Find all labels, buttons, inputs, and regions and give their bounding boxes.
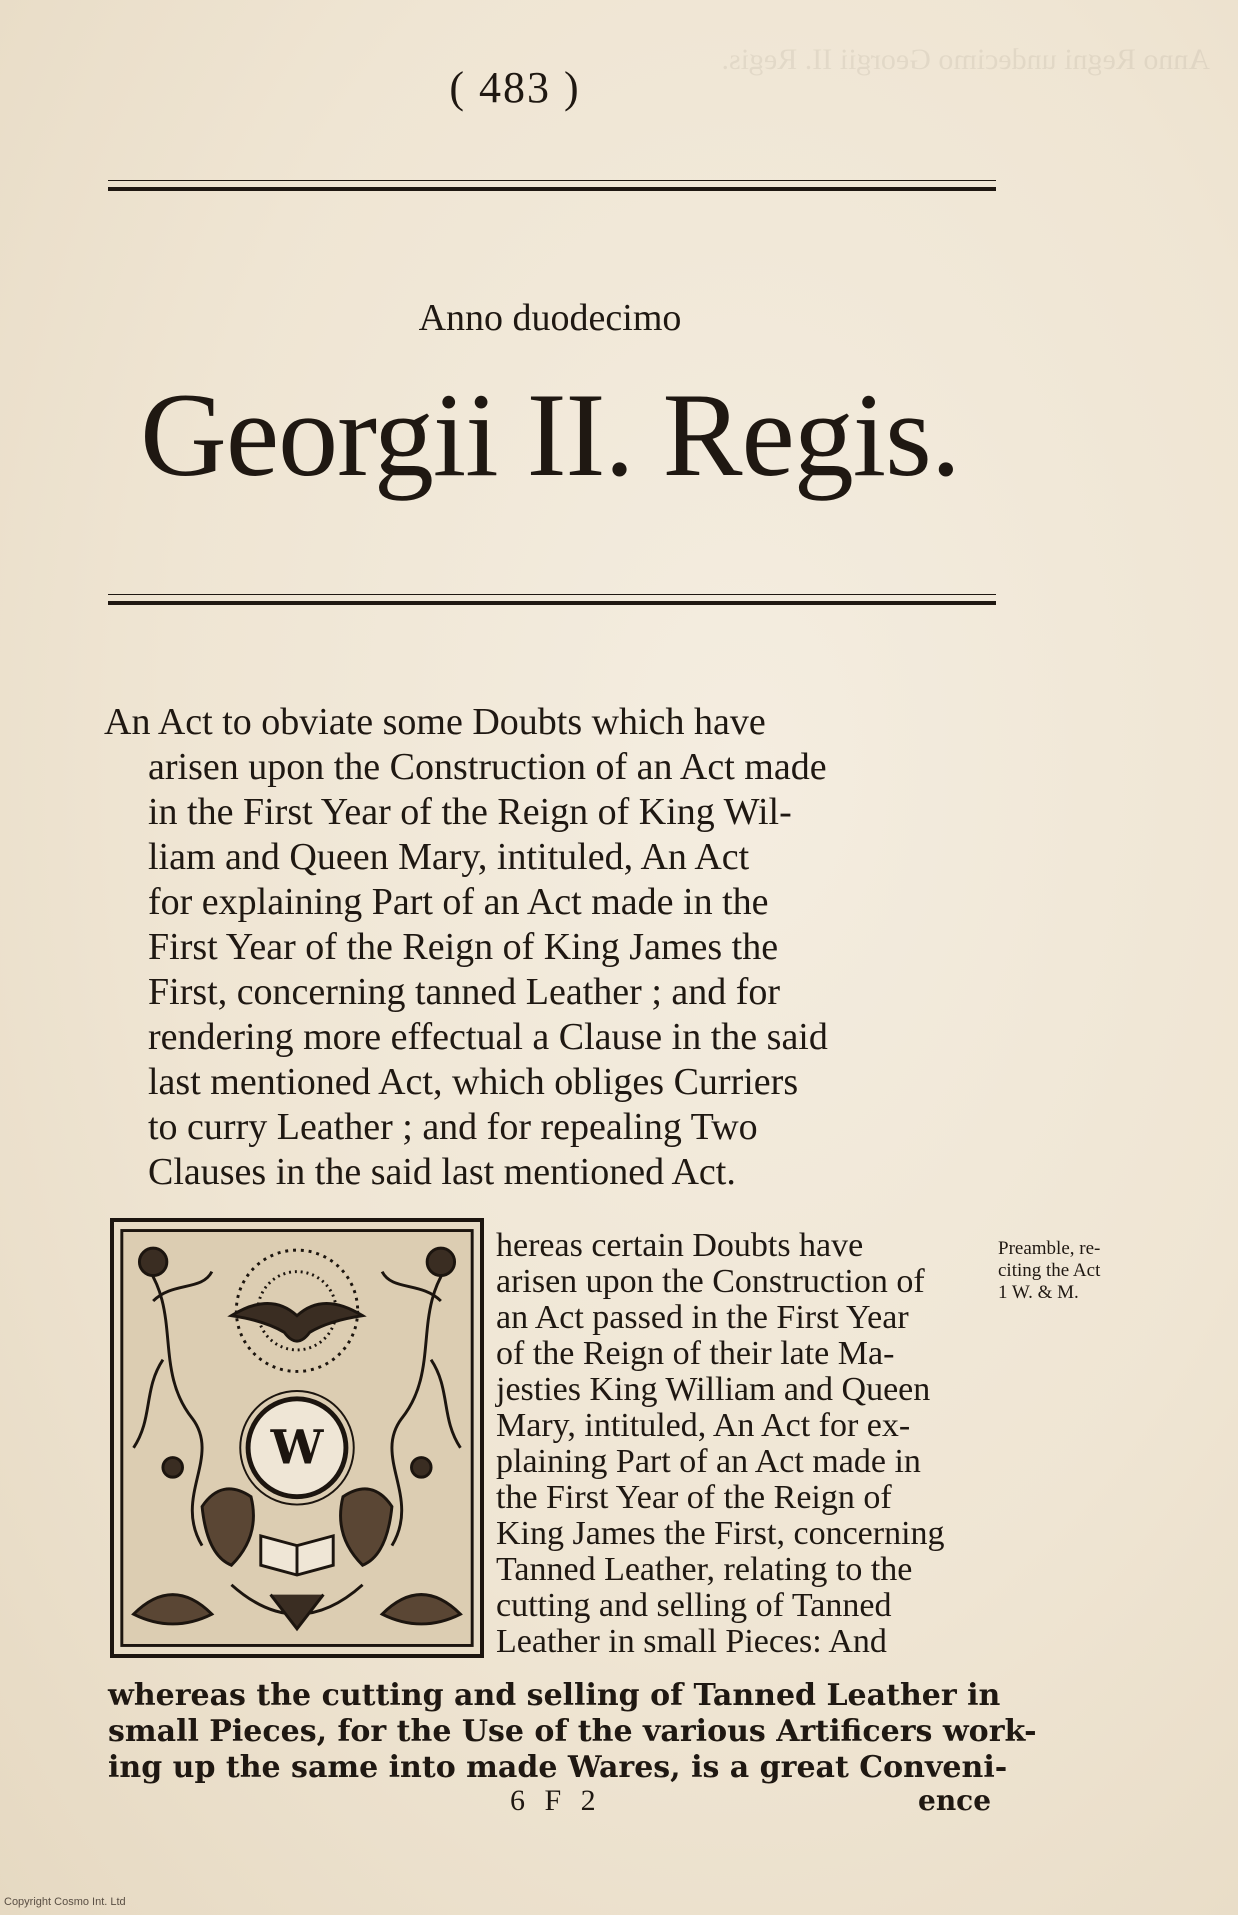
copyright-notice: Copyright Cosmo Int. Ltd (4, 1896, 126, 1908)
marginal-note (998, 1238, 1158, 1304)
act-title-line: to curry Leather ; and for repealing Two (148, 1106, 758, 1148)
body-line: plaining Part of an Act made in (496, 1443, 921, 1480)
body-line: Leather in small Pieces: And (496, 1623, 887, 1660)
marginal-note-line: Preamble, re- (998, 1238, 1101, 1259)
act-title-line: liam and Queen Mary, intituled, An Act (148, 836, 750, 878)
body-line: jesties King William and Queen (496, 1371, 931, 1408)
marginal-note-line: 1 W. & M. (998, 1282, 1079, 1303)
anno-heading: Anno duodecimo (418, 297, 682, 339)
act-title-line: for explaining Part of an Act made in the (148, 881, 769, 923)
page-number: ( 483 ) (449, 63, 581, 112)
woodcut-initial (110, 1218, 484, 1658)
body-line: King James the First, concerning (496, 1515, 945, 1552)
body-line: ing up the same into made Wares, is a great Conveni- (108, 1750, 1008, 1785)
top-rule-thin (108, 180, 996, 181)
body-line: Tanned Leather, relating to the (496, 1551, 913, 1588)
act-title-line: arisen upon the Construction of an Act made (148, 746, 827, 788)
bleed-through-text: Anno Regni undecimo Georgii II. Regis. (721, 43, 1210, 76)
body-line: Mary, intituled, An Act for ex- (496, 1407, 911, 1444)
marginal-note-line: citing the Act (998, 1260, 1101, 1281)
body-line: hereas certain Doubts have (496, 1227, 864, 1264)
body-line: whereas the cutting and selling of Tanned Leather in (108, 1678, 1001, 1713)
body-line: arisen upon the Construction of (496, 1263, 925, 1300)
act-title-line: First Year of the Reign of King James the (148, 926, 779, 968)
body-line: of the Reign of their late Ma- (496, 1335, 895, 1372)
act-title-line: Clauses in the said last mentioned Act. (148, 1151, 736, 1193)
catchword: ence (918, 1784, 992, 1817)
body-line: small Pieces, for the Use of the various Artificers work- (108, 1714, 1037, 1749)
act-title-line: First, concerning tanned Leather ; and for (148, 971, 781, 1013)
act-title-line: rendering more effectual a Clause in the said (148, 1016, 828, 1058)
act-title (104, 700, 984, 1195)
page-title: Georgii II. Regis. (140, 368, 960, 501)
top-rule-thick (108, 187, 996, 191)
signature-mark: 6 F 2 (510, 1784, 602, 1817)
act-title-line: in the First Year of the Reign of King Wil- (148, 791, 792, 833)
body-text-full-width (108, 1678, 1037, 1786)
body-line: the First Year of the Reign of (496, 1479, 892, 1516)
act-title-line: last mentioned Act, which obliges Curriers (148, 1061, 799, 1103)
body-line: an Act passed in the First Year (496, 1299, 909, 1336)
act-title-line: An Act to obviate some Doubts which have (104, 701, 766, 743)
mid-rule-thick (108, 601, 996, 605)
mid-rule-thin (108, 594, 996, 595)
initial-letter: W (270, 1420, 324, 1476)
body-text-beside-initial (496, 1228, 980, 1660)
woodcut-illustration (114, 1222, 480, 1654)
body-line: cutting and selling of Tanned (496, 1587, 892, 1624)
